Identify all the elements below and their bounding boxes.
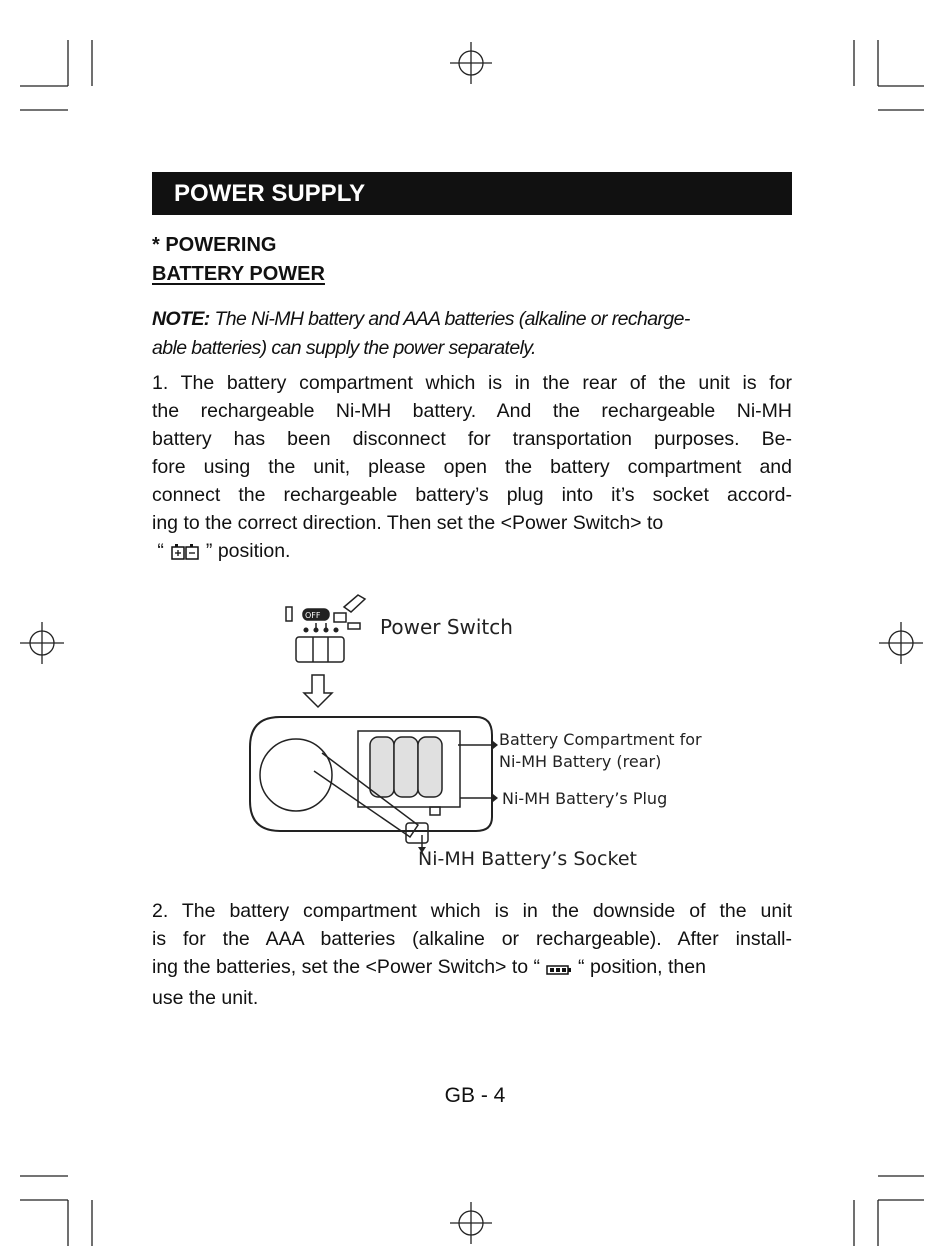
step-1-line: fore using the unit, please open the battery compartment and (152, 456, 792, 478)
small-battery-icon (334, 613, 346, 622)
step-1-line: the rechargeable Ni-MH battery. And the rechargeable Ni-MH (152, 400, 792, 422)
powering-heading: * POWERING (152, 234, 277, 256)
note-label: NOTE: (152, 308, 210, 330)
step-1-paragraph (152, 369, 792, 568)
note-line-1: NOTE: The Ni-MH battery and AAA batteries (alkaline or recharge- (152, 308, 690, 330)
socket-label: Ni-MH Battery’s Socket (418, 848, 637, 870)
power-switch-body (296, 637, 344, 662)
step-1-line: connect the rechargeable battery’s plug into it’s socket accord- (152, 484, 792, 506)
crank-icon (286, 607, 292, 621)
compartment-label-2: Ni-MH Battery (rear) (499, 752, 662, 771)
switch-off-text: OFF (305, 611, 321, 620)
step-2-line: use the unit. (152, 987, 259, 1009)
page-number: GB - 4 (444, 1084, 506, 1107)
step-2-line: is for the AAA batteries (alkaline or rechargeable). After install- (152, 928, 792, 950)
step-2-line: 2. The battery compartment which is in the downside of the unit (152, 900, 792, 922)
note-line-2: able batteries) can supply the power separately. (152, 337, 536, 359)
step-1-line: 1. The battery compartment which is in the rear of the unit is for (152, 372, 792, 394)
battery-power-heading: BATTERY POWER (152, 263, 325, 285)
down-arrow-icon (304, 675, 332, 707)
step-1-line: battery has been disconnect for transportation purposes. Be- (152, 428, 792, 450)
section-title-bar (152, 172, 792, 215)
step-1-last-line: “ ” position. (152, 537, 792, 568)
rechargeable-battery-icon (170, 540, 200, 568)
battery-diagram (240, 585, 720, 890)
note-paragraph (152, 305, 797, 363)
crank-knob (260, 739, 332, 811)
step-2-paragraph (152, 897, 792, 1012)
plug (430, 807, 440, 815)
step-2-line: ing the batteries, set the <Power Switch> to “ “ position, then (152, 953, 792, 984)
step-1-line: ing to the correct direction. Then set the <Power Switch> to (152, 512, 664, 534)
battery-icon (546, 956, 572, 984)
aaa-mini-icon (348, 623, 360, 629)
pointer-hand-icon (344, 595, 365, 612)
power-switch-label: Power Switch (380, 615, 513, 639)
compartment-label-1: Battery Compartment for (499, 730, 702, 749)
plug-label: Ni-MH Battery’s Plug (502, 789, 668, 808)
section-title: POWER SUPPLY (174, 180, 366, 207)
